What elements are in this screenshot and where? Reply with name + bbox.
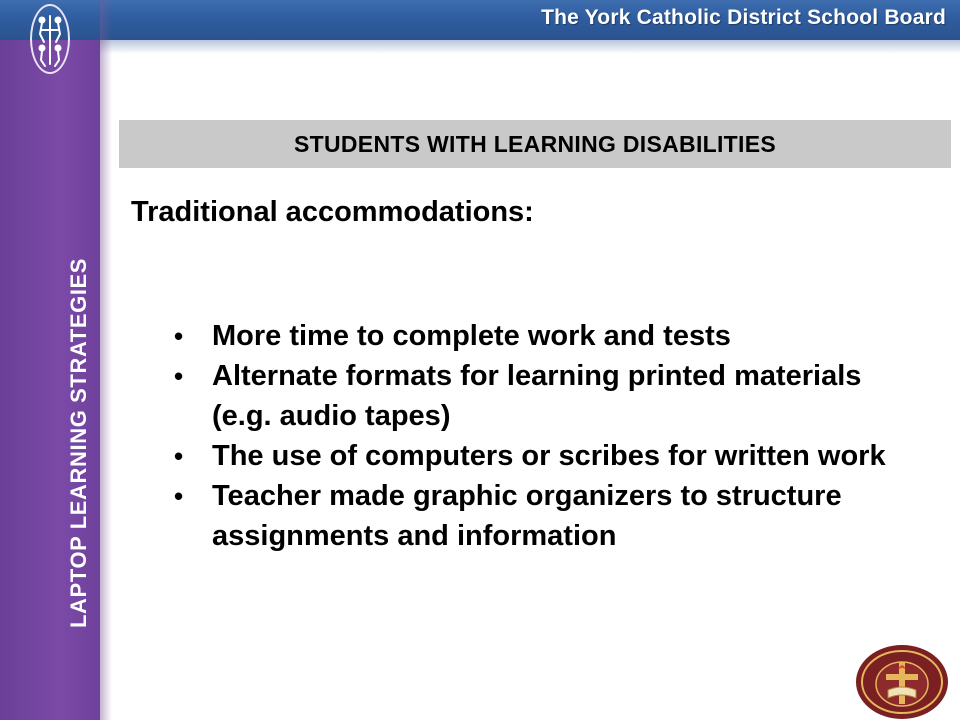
- list-item: [168, 476, 928, 556]
- bullet-icon: •: [174, 321, 184, 351]
- section-title: STUDENTS WITH LEARNING DISABILITIES: [294, 130, 776, 157]
- school-seal-icon: [854, 644, 950, 725]
- board-name: The York Catholic District School Board: [541, 6, 946, 29]
- bullet-icon: •: [174, 361, 184, 391]
- header-shadow: [100, 40, 960, 54]
- list-item-text: The use of computers or scribes for written work: [212, 440, 886, 472]
- sidebar-vertical-title: LAPTOP LEARNING STRATEGIES: [66, 257, 91, 628]
- bullet-icon: •: [174, 481, 184, 511]
- list-item: [168, 436, 928, 476]
- list-item: [168, 316, 928, 356]
- section-heading-box: [119, 120, 951, 168]
- sidebar-shadow: [100, 0, 112, 720]
- list-item: [168, 356, 928, 436]
- list-item-text: More time to complete work and tests: [212, 320, 731, 352]
- list-item-text: Alternate formats for learning printed materials (e.g. audio tapes): [212, 360, 862, 432]
- accommodations-list: [168, 316, 928, 556]
- board-logo-icon: [30, 4, 70, 74]
- subheading: Traditional accommodations:: [131, 196, 534, 228]
- bullet-icon: •: [174, 441, 184, 471]
- list-item-text: Teacher made graphic organizers to structure assignments and information: [212, 480, 842, 552]
